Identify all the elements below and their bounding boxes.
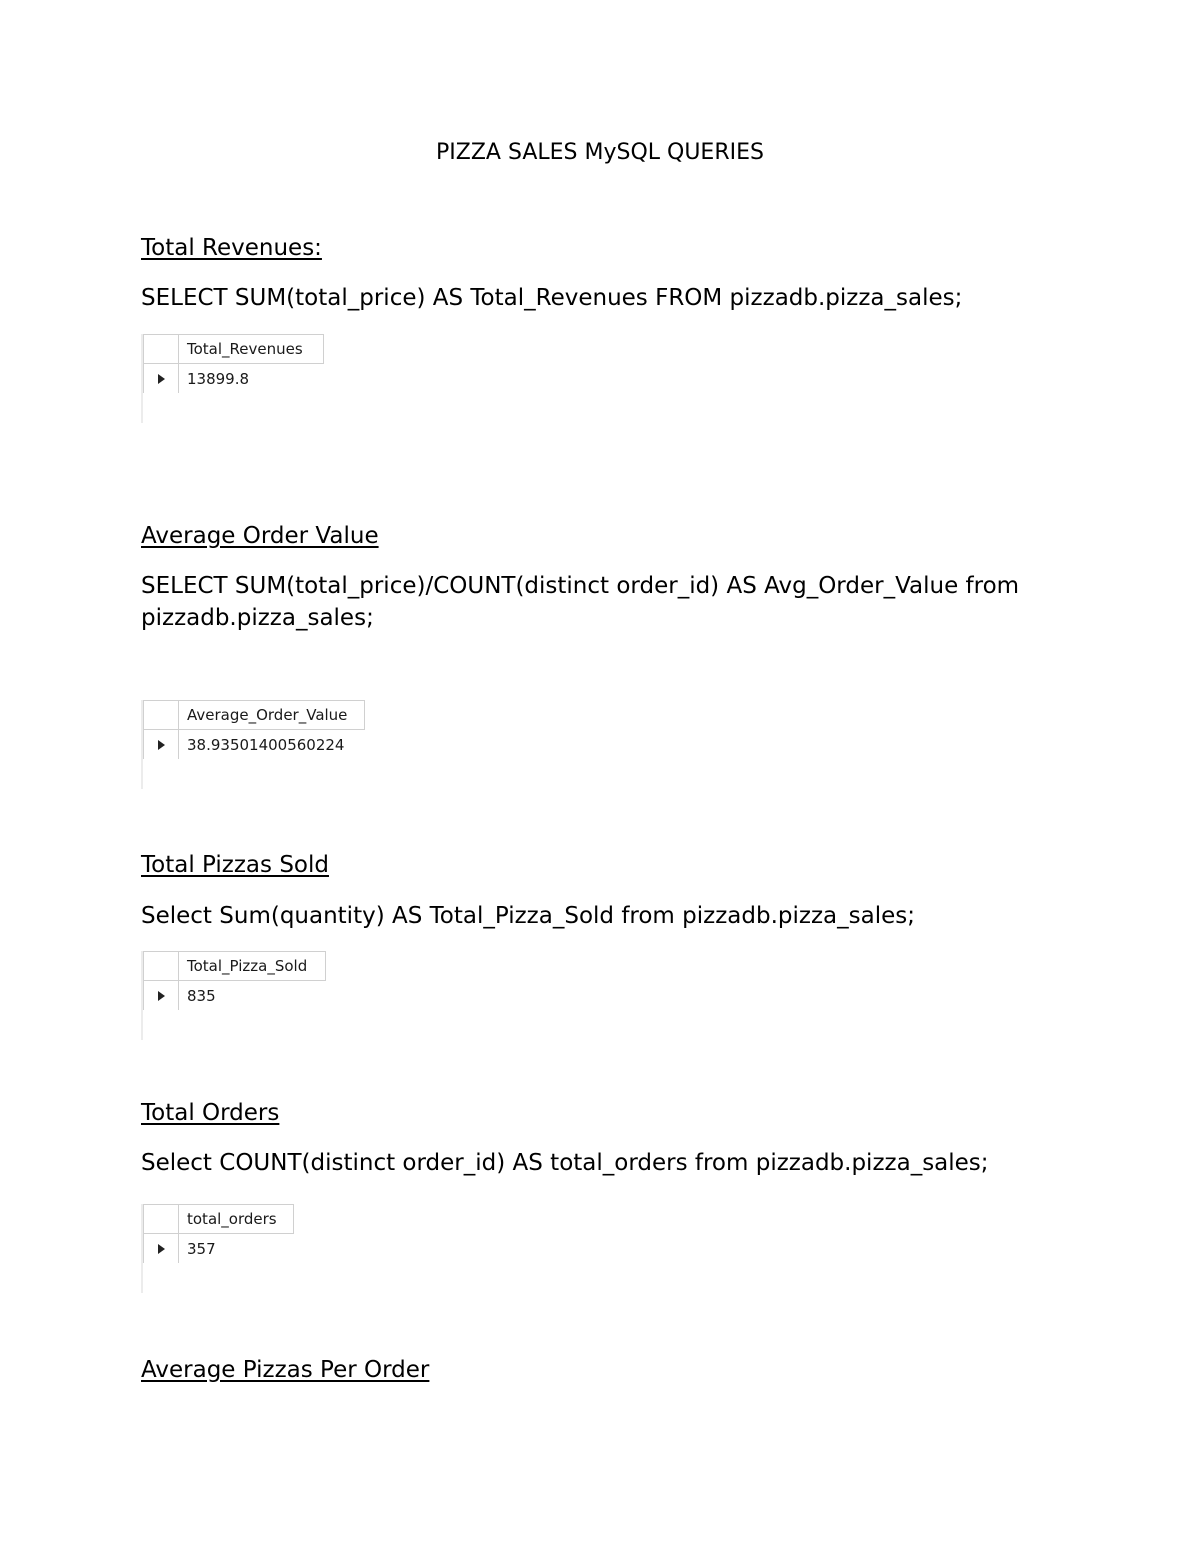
result-grid-total-orders	[141, 1204, 294, 1293]
result-value: 835	[187, 986, 216, 1005]
row-pointer-icon	[143, 1234, 179, 1263]
heading-average-pizzas-per-order: Average Pizzas Per Order	[141, 1357, 430, 1383]
result-value: 13899.8	[187, 369, 250, 388]
result-data-row[interactable]	[143, 981, 326, 1010]
result-grid-total-pizzas-sold	[141, 951, 326, 1040]
column-header: Total_Revenues	[179, 335, 324, 364]
result-grid-average-order-value	[141, 700, 365, 789]
result-header-row	[143, 700, 365, 730]
row-selector-header	[143, 952, 179, 981]
query-total-pizzas-sold: Select Sum(quantity) AS Total_Pizza_Sold from pizzadb.pizza_sales;	[141, 903, 915, 929]
row-pointer-icon	[143, 730, 179, 759]
result-header-row	[143, 334, 324, 364]
query-average-order-value: SELECT SUM(total_price)/COUNT(distinct order_id) AS Avg_Order_Value from pizzadb.pizza_sales;	[141, 573, 1020, 631]
row-selector-header	[143, 335, 179, 364]
result-grid-total-revenues	[141, 334, 324, 423]
document-title: PIZZA SALES MySQL QUERIES	[436, 140, 764, 165]
heading-average-order-value: Average Order Value	[141, 523, 379, 549]
heading-total-pizzas-sold: Total Pizzas Sold	[141, 852, 329, 878]
result-data-row[interactable]	[143, 730, 365, 759]
column-header: Average_Order_Value	[179, 701, 365, 730]
result-header-row	[143, 1204, 294, 1234]
result-data-row[interactable]	[143, 1234, 294, 1263]
result-header-row	[143, 951, 326, 981]
row-pointer-icon	[143, 364, 179, 393]
row-pointer-icon	[143, 981, 179, 1010]
result-value: 38.93501400560224	[187, 735, 345, 754]
query-total-revenues: SELECT SUM(total_price) AS Total_Revenues FROM pizzadb.pizza_sales;	[141, 285, 963, 311]
result-value: 357	[187, 1239, 216, 1258]
row-selector-header	[143, 1205, 179, 1234]
column-header: total_orders	[179, 1205, 294, 1234]
heading-total-orders: Total Orders	[141, 1100, 280, 1126]
heading-total-revenues: Total Revenues:	[141, 235, 322, 261]
query-total-orders: Select COUNT(distinct order_id) AS total_orders from pizzadb.pizza_sales;	[141, 1150, 989, 1176]
row-selector-header	[143, 701, 179, 730]
column-header: Total_Pizza_Sold	[179, 952, 326, 981]
result-data-row[interactable]	[143, 364, 324, 393]
